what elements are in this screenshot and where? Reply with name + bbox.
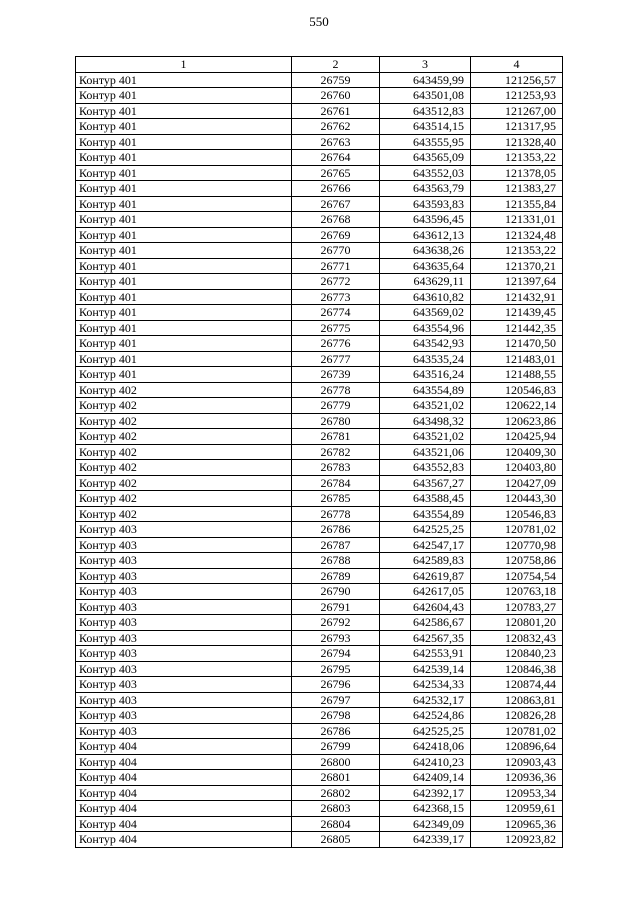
contour-name-cell: Контур 401 bbox=[76, 134, 292, 150]
coordinate-y-cell: 121397,64 bbox=[471, 274, 563, 290]
coordinate-x-cell: 643498,32 bbox=[380, 413, 471, 429]
column-header-1: 1 bbox=[76, 57, 292, 73]
coordinate-x-cell: 643596,45 bbox=[380, 212, 471, 228]
point-number-cell: 26787 bbox=[292, 537, 380, 553]
contour-name-cell: Контур 403 bbox=[76, 522, 292, 538]
coordinate-x-cell: 642392,17 bbox=[380, 785, 471, 801]
coordinate-y-cell: 121432,91 bbox=[471, 289, 563, 305]
point-number-cell: 26772 bbox=[292, 274, 380, 290]
table-row bbox=[76, 320, 563, 336]
contour-name-cell: Контур 402 bbox=[76, 398, 292, 414]
table-row bbox=[76, 72, 563, 88]
point-number-cell: 26794 bbox=[292, 646, 380, 662]
table-row bbox=[76, 289, 563, 305]
table-row bbox=[76, 227, 563, 243]
point-number-cell: 26796 bbox=[292, 677, 380, 693]
point-number-cell: 26773 bbox=[292, 289, 380, 305]
contour-name-cell: Контур 403 bbox=[76, 692, 292, 708]
coordinate-x-cell: 642553,91 bbox=[380, 646, 471, 662]
coordinate-y-cell: 121370,21 bbox=[471, 258, 563, 274]
point-number-cell: 26783 bbox=[292, 460, 380, 476]
table-row bbox=[76, 212, 563, 228]
coordinate-x-cell: 642525,25 bbox=[380, 723, 471, 739]
contour-name-cell: Контур 402 bbox=[76, 460, 292, 476]
page-number: 550 bbox=[309, 14, 329, 29]
coordinate-y-cell: 120846,38 bbox=[471, 661, 563, 677]
coordinate-x-cell: 642567,35 bbox=[380, 630, 471, 646]
coordinate-x-cell: 643501,08 bbox=[380, 88, 471, 104]
contour-name-cell: Контур 404 bbox=[76, 754, 292, 770]
coordinate-y-cell: 121253,93 bbox=[471, 88, 563, 104]
coordinate-y-cell: 120758,86 bbox=[471, 553, 563, 569]
table-row bbox=[76, 630, 563, 646]
contour-name-cell: Контур 401 bbox=[76, 274, 292, 290]
coordinate-y-cell: 120936,36 bbox=[471, 770, 563, 786]
coordinate-x-cell: 643569,02 bbox=[380, 305, 471, 321]
coordinate-x-cell: 642619,87 bbox=[380, 568, 471, 584]
contour-name-cell: Контур 401 bbox=[76, 227, 292, 243]
coordinate-x-cell: 643535,24 bbox=[380, 351, 471, 367]
contour-name-cell: Контур 401 bbox=[76, 103, 292, 119]
table-row bbox=[76, 785, 563, 801]
table-body bbox=[76, 72, 563, 847]
point-number-cell: 26764 bbox=[292, 150, 380, 166]
point-number-cell: 26759 bbox=[292, 72, 380, 88]
contour-name-cell: Контур 401 bbox=[76, 258, 292, 274]
coordinate-y-cell: 121353,22 bbox=[471, 150, 563, 166]
table-row bbox=[76, 708, 563, 724]
table-row bbox=[76, 336, 563, 352]
contour-name-cell: Контур 403 bbox=[76, 630, 292, 646]
contour-name-cell: Контур 404 bbox=[76, 832, 292, 848]
table-row bbox=[76, 460, 563, 476]
point-number-cell: 26805 bbox=[292, 832, 380, 848]
point-number-cell: 26797 bbox=[292, 692, 380, 708]
table-row bbox=[76, 150, 563, 166]
contour-name-cell: Контур 401 bbox=[76, 196, 292, 212]
coordinate-y-cell: 120781,02 bbox=[471, 522, 563, 538]
point-number-cell: 26780 bbox=[292, 413, 380, 429]
table-row bbox=[76, 382, 563, 398]
table-row bbox=[76, 754, 563, 770]
coordinate-x-cell: 642532,17 bbox=[380, 692, 471, 708]
point-number-cell: 26785 bbox=[292, 491, 380, 507]
point-number-cell: 26803 bbox=[292, 801, 380, 817]
table-row bbox=[76, 816, 563, 832]
table-row bbox=[76, 351, 563, 367]
point-number-cell: 26798 bbox=[292, 708, 380, 724]
point-number-cell: 26795 bbox=[292, 661, 380, 677]
coordinate-x-cell: 642410,23 bbox=[380, 754, 471, 770]
table-row bbox=[76, 661, 563, 677]
table-row bbox=[76, 646, 563, 662]
point-number-cell: 26793 bbox=[292, 630, 380, 646]
coordinate-y-cell: 121267,00 bbox=[471, 103, 563, 119]
contour-name-cell: Контур 403 bbox=[76, 677, 292, 693]
coordinate-y-cell: 120840,23 bbox=[471, 646, 563, 662]
coordinate-y-cell: 120623,86 bbox=[471, 413, 563, 429]
point-number-cell: 26789 bbox=[292, 568, 380, 584]
table-row bbox=[76, 429, 563, 445]
table-row bbox=[76, 832, 563, 848]
point-number-cell: 26766 bbox=[292, 181, 380, 197]
coordinate-y-cell: 121324,48 bbox=[471, 227, 563, 243]
point-number-cell: 26778 bbox=[292, 382, 380, 398]
contour-name-cell: Контур 401 bbox=[76, 320, 292, 336]
coordinate-x-cell: 643612,13 bbox=[380, 227, 471, 243]
coordinate-y-cell: 120546,83 bbox=[471, 382, 563, 398]
coordinate-x-cell: 642409,14 bbox=[380, 770, 471, 786]
table-row bbox=[76, 677, 563, 693]
contour-name-cell: Контур 401 bbox=[76, 88, 292, 104]
table-row bbox=[76, 119, 563, 135]
contour-name-cell: Контур 402 bbox=[76, 413, 292, 429]
column-header-3: 3 bbox=[380, 57, 471, 73]
coordinate-y-cell: 120770,98 bbox=[471, 537, 563, 553]
table-row bbox=[76, 196, 563, 212]
coordinate-x-cell: 643563,79 bbox=[380, 181, 471, 197]
coordinate-y-cell: 120783,27 bbox=[471, 599, 563, 615]
table-row bbox=[76, 134, 563, 150]
point-number-cell: 26786 bbox=[292, 522, 380, 538]
table-row bbox=[76, 584, 563, 600]
contour-name-cell: Контур 404 bbox=[76, 770, 292, 786]
point-number-cell: 26761 bbox=[292, 103, 380, 119]
coordinate-x-cell: 643552,03 bbox=[380, 165, 471, 181]
coordinate-x-cell: 642524,86 bbox=[380, 708, 471, 724]
coordinate-x-cell: 643638,26 bbox=[380, 243, 471, 259]
contour-name-cell: Контур 403 bbox=[76, 723, 292, 739]
point-number-cell: 26799 bbox=[292, 739, 380, 755]
coordinates-table bbox=[75, 56, 563, 848]
coordinate-x-cell: 642339,17 bbox=[380, 832, 471, 848]
table-row bbox=[76, 491, 563, 507]
contour-name-cell: Контур 403 bbox=[76, 708, 292, 724]
point-number-cell: 26790 bbox=[292, 584, 380, 600]
contour-name-cell: Контур 402 bbox=[76, 382, 292, 398]
coordinate-y-cell: 120781,02 bbox=[471, 723, 563, 739]
contour-name-cell: Контур 401 bbox=[76, 212, 292, 228]
coordinate-y-cell: 121378,05 bbox=[471, 165, 563, 181]
contour-name-cell: Контур 404 bbox=[76, 785, 292, 801]
coordinate-y-cell: 121331,01 bbox=[471, 212, 563, 228]
table-row bbox=[76, 444, 563, 460]
table-row bbox=[76, 475, 563, 491]
point-number-cell: 26767 bbox=[292, 196, 380, 212]
point-number-cell: 26762 bbox=[292, 119, 380, 135]
coordinate-x-cell: 643521,06 bbox=[380, 444, 471, 460]
coordinate-y-cell: 120427,09 bbox=[471, 475, 563, 491]
coordinate-y-cell: 121470,50 bbox=[471, 336, 563, 352]
point-number-cell: 26776 bbox=[292, 336, 380, 352]
point-number-cell: 26782 bbox=[292, 444, 380, 460]
point-number-cell: 26802 bbox=[292, 785, 380, 801]
coordinate-y-cell: 120923,82 bbox=[471, 832, 563, 848]
contour-name-cell: Контур 401 bbox=[76, 305, 292, 321]
point-number-cell: 26771 bbox=[292, 258, 380, 274]
contour-name-cell: Контур 402 bbox=[76, 475, 292, 491]
coordinate-x-cell: 642368,15 bbox=[380, 801, 471, 817]
coordinate-y-cell: 121317,95 bbox=[471, 119, 563, 135]
coordinate-y-cell: 120443,30 bbox=[471, 491, 563, 507]
contour-name-cell: Контур 403 bbox=[76, 568, 292, 584]
contour-name-cell: Контур 401 bbox=[76, 351, 292, 367]
coordinate-x-cell: 643554,89 bbox=[380, 506, 471, 522]
contour-name-cell: Контур 401 bbox=[76, 119, 292, 135]
contour-name-cell: Контур 403 bbox=[76, 584, 292, 600]
coordinate-y-cell: 121256,57 bbox=[471, 72, 563, 88]
point-number-cell: 26801 bbox=[292, 770, 380, 786]
coordinate-y-cell: 120546,83 bbox=[471, 506, 563, 522]
contour-name-cell: Контур 403 bbox=[76, 661, 292, 677]
coordinate-x-cell: 643521,02 bbox=[380, 398, 471, 414]
coordinate-x-cell: 643567,27 bbox=[380, 475, 471, 491]
coordinate-x-cell: 643635,64 bbox=[380, 258, 471, 274]
coordinate-y-cell: 120754,54 bbox=[471, 568, 563, 584]
point-number-cell: 26765 bbox=[292, 165, 380, 181]
column-header-2: 2 bbox=[292, 57, 380, 73]
coordinate-y-cell: 121442,35 bbox=[471, 320, 563, 336]
coordinate-y-cell: 120953,34 bbox=[471, 785, 563, 801]
contour-name-cell: Контур 401 bbox=[76, 367, 292, 383]
coordinate-x-cell: 643459,99 bbox=[380, 72, 471, 88]
coordinate-x-cell: 643554,96 bbox=[380, 320, 471, 336]
table-row bbox=[76, 553, 563, 569]
table-row bbox=[76, 537, 563, 553]
point-number-cell: 26786 bbox=[292, 723, 380, 739]
contour-name-cell: Контур 402 bbox=[76, 429, 292, 445]
contour-name-cell: Контур 404 bbox=[76, 816, 292, 832]
point-number-cell: 26800 bbox=[292, 754, 380, 770]
column-header-4: 4 bbox=[471, 57, 563, 73]
table-header-row bbox=[76, 57, 563, 73]
coordinate-x-cell: 643542,93 bbox=[380, 336, 471, 352]
contour-name-cell: Контур 403 bbox=[76, 599, 292, 615]
coordinate-y-cell: 121383,27 bbox=[471, 181, 563, 197]
table-row bbox=[76, 305, 563, 321]
contour-name-cell: Контур 401 bbox=[76, 165, 292, 181]
point-number-cell: 26770 bbox=[292, 243, 380, 259]
table-row bbox=[76, 103, 563, 119]
point-number-cell: 26760 bbox=[292, 88, 380, 104]
coordinate-x-cell: 642589,83 bbox=[380, 553, 471, 569]
table-row bbox=[76, 739, 563, 755]
table-row bbox=[76, 615, 563, 631]
coordinate-x-cell: 642525,25 bbox=[380, 522, 471, 538]
coordinate-x-cell: 642617,05 bbox=[380, 584, 471, 600]
coordinate-x-cell: 643514,15 bbox=[380, 119, 471, 135]
point-number-cell: 26739 bbox=[292, 367, 380, 383]
table-row bbox=[76, 274, 563, 290]
coordinate-x-cell: 642539,14 bbox=[380, 661, 471, 677]
coordinate-y-cell: 121353,22 bbox=[471, 243, 563, 259]
contour-name-cell: Контур 402 bbox=[76, 491, 292, 507]
coordinate-x-cell: 642418,06 bbox=[380, 739, 471, 755]
coordinate-x-cell: 643555,95 bbox=[380, 134, 471, 150]
contour-name-cell: Контур 403 bbox=[76, 553, 292, 569]
coordinate-x-cell: 643610,82 bbox=[380, 289, 471, 305]
coordinate-y-cell: 120425,94 bbox=[471, 429, 563, 445]
point-number-cell: 26788 bbox=[292, 553, 380, 569]
contour-name-cell: Контур 402 bbox=[76, 444, 292, 460]
coordinate-y-cell: 121328,40 bbox=[471, 134, 563, 150]
point-number-cell: 26779 bbox=[292, 398, 380, 414]
coordinate-x-cell: 643554,89 bbox=[380, 382, 471, 398]
point-number-cell: 26791 bbox=[292, 599, 380, 615]
point-number-cell: 26777 bbox=[292, 351, 380, 367]
coordinate-x-cell: 642586,67 bbox=[380, 615, 471, 631]
point-number-cell: 26763 bbox=[292, 134, 380, 150]
table-row bbox=[76, 506, 563, 522]
point-number-cell: 26792 bbox=[292, 615, 380, 631]
table-row bbox=[76, 770, 563, 786]
coordinate-x-cell: 643516,24 bbox=[380, 367, 471, 383]
table-row bbox=[76, 181, 563, 197]
contour-name-cell: Контур 401 bbox=[76, 150, 292, 166]
point-number-cell: 26784 bbox=[292, 475, 380, 491]
contour-name-cell: Контур 401 bbox=[76, 289, 292, 305]
coordinate-x-cell: 643565,09 bbox=[380, 150, 471, 166]
table-row bbox=[76, 88, 563, 104]
coordinate-y-cell: 120959,61 bbox=[471, 801, 563, 817]
coordinate-x-cell: 642534,33 bbox=[380, 677, 471, 693]
table-row bbox=[76, 243, 563, 259]
coordinate-y-cell: 120896,64 bbox=[471, 739, 563, 755]
coordinate-y-cell: 120863,81 bbox=[471, 692, 563, 708]
point-number-cell: 26781 bbox=[292, 429, 380, 445]
contour-name-cell: Контур 403 bbox=[76, 615, 292, 631]
point-number-cell: 26775 bbox=[292, 320, 380, 336]
table-row bbox=[76, 692, 563, 708]
table-row bbox=[76, 522, 563, 538]
point-number-cell: 26804 bbox=[292, 816, 380, 832]
coordinate-x-cell: 643593,83 bbox=[380, 196, 471, 212]
point-number-cell: 26768 bbox=[292, 212, 380, 228]
table-row bbox=[76, 398, 563, 414]
coordinate-x-cell: 643521,02 bbox=[380, 429, 471, 445]
point-number-cell: 26778 bbox=[292, 506, 380, 522]
coordinate-y-cell: 120832,43 bbox=[471, 630, 563, 646]
contour-name-cell: Контур 403 bbox=[76, 537, 292, 553]
table-row bbox=[76, 568, 563, 584]
coordinate-y-cell: 121439,45 bbox=[471, 305, 563, 321]
table-row bbox=[76, 258, 563, 274]
coordinate-y-cell: 121355,84 bbox=[471, 196, 563, 212]
contour-name-cell: Контур 403 bbox=[76, 646, 292, 662]
point-number-cell: 26774 bbox=[292, 305, 380, 321]
point-number-cell: 26769 bbox=[292, 227, 380, 243]
table-row bbox=[76, 723, 563, 739]
table-row bbox=[76, 165, 563, 181]
table-row bbox=[76, 801, 563, 817]
coordinate-x-cell: 643512,83 bbox=[380, 103, 471, 119]
coordinate-y-cell: 120409,30 bbox=[471, 444, 563, 460]
coordinate-y-cell: 120903,43 bbox=[471, 754, 563, 770]
coordinate-y-cell: 120763,18 bbox=[471, 584, 563, 600]
contour-name-cell: Контур 404 bbox=[76, 801, 292, 817]
coordinate-y-cell: 120403,80 bbox=[471, 460, 563, 476]
contour-name-cell: Контур 401 bbox=[76, 336, 292, 352]
coordinate-x-cell: 643629,11 bbox=[380, 274, 471, 290]
contour-name-cell: Контур 402 bbox=[76, 506, 292, 522]
contour-name-cell: Контур 401 bbox=[76, 72, 292, 88]
table-row bbox=[76, 599, 563, 615]
contour-name-cell: Контур 401 bbox=[76, 243, 292, 259]
coordinate-y-cell: 120965,36 bbox=[471, 816, 563, 832]
contour-name-cell: Контур 401 bbox=[76, 181, 292, 197]
coordinate-x-cell: 643588,45 bbox=[380, 491, 471, 507]
table-row bbox=[76, 413, 563, 429]
coordinate-x-cell: 642547,17 bbox=[380, 537, 471, 553]
coordinate-y-cell: 121488,55 bbox=[471, 367, 563, 383]
coordinate-y-cell: 120801,20 bbox=[471, 615, 563, 631]
coordinate-y-cell: 120622,14 bbox=[471, 398, 563, 414]
coordinate-y-cell: 120826,28 bbox=[471, 708, 563, 724]
contour-name-cell: Контур 404 bbox=[76, 739, 292, 755]
coordinate-x-cell: 642349,09 bbox=[380, 816, 471, 832]
table-row bbox=[76, 367, 563, 383]
coordinate-y-cell: 121483,01 bbox=[471, 351, 563, 367]
coordinate-x-cell: 643552,83 bbox=[380, 460, 471, 476]
coordinate-x-cell: 642604,43 bbox=[380, 599, 471, 615]
coordinate-y-cell: 120874,44 bbox=[471, 677, 563, 693]
